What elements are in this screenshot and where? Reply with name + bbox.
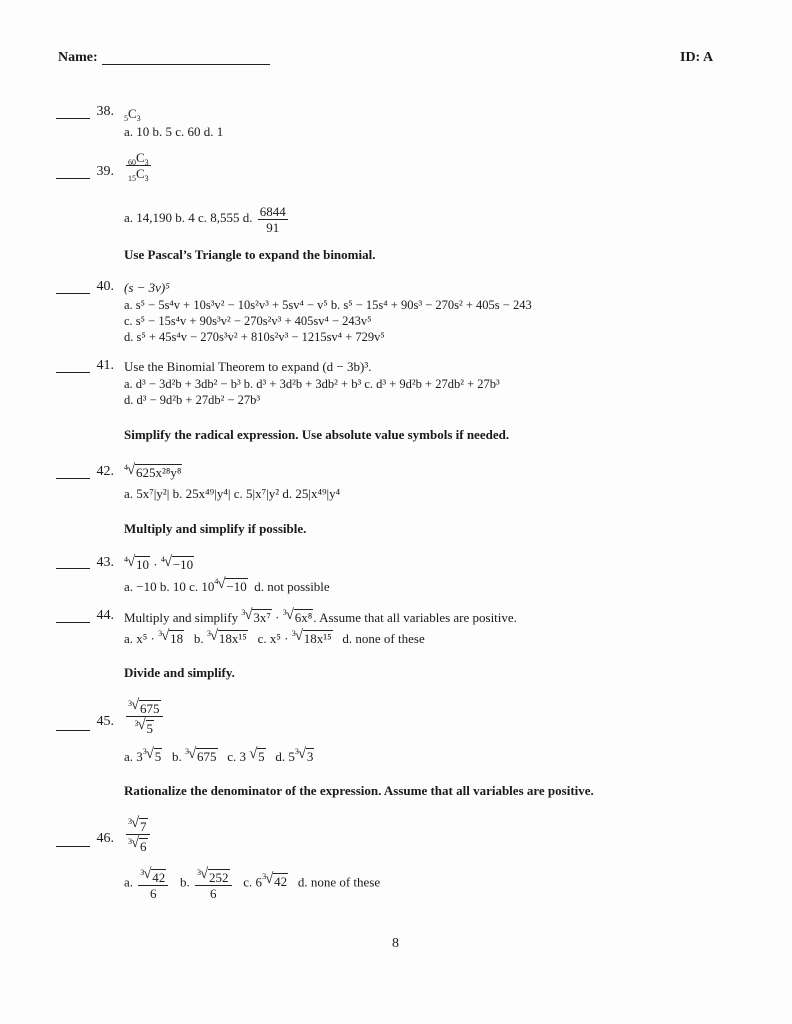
question-41-prompt: Use the Binomial Theorem to expand (d − 3b)³. (124, 359, 372, 374)
instruction-multiply: Multiply and simplify if possible. (124, 521, 307, 536)
question-40-prompt: (s − 3v)⁵ (124, 280, 170, 295)
instruction-radical: Simplify the radical expression. Use absolute value symbols if needed. (124, 427, 510, 442)
question-46-prompt: 3 √ 7 3 √ 6 (124, 815, 152, 854)
id-label: ID: A (680, 50, 714, 65)
question-40-option-ab: a. s⁵ − 5s⁴v + 10s³v² − 10s²v³ + 5sv⁴ − v⁵ b. s⁵ − 15s⁴ + 90s³ − 270s² + 405s − 243 (124, 298, 532, 312)
name-label: Name: (58, 50, 98, 65)
instruction-pascal: Use Pascal’s Triangle to expand the binomial. (124, 247, 376, 262)
question-number: 44. (96, 608, 114, 623)
question-45-options: a. 3 3 √ 5 b. 3 √ 675 c. 3 √ 5 d. 5 3 √ 3 (124, 746, 314, 764)
question-44-prompt: Multiply and simplify 3 √ 3x⁷ · 3 √ 6x⁸. Assume that all variables are positive. (124, 607, 517, 625)
question-40-option-d: d. s⁵ + 45s⁴v − 270s³v² + 810s²v³ − 1215sv⁴ + 729v⁵ (124, 330, 385, 344)
question-43-options: a. −10 b. 10 c. 10 4 √ −10 d. not possible (124, 576, 330, 594)
question-41-option-abc: a. d³ − 3d²b + 3db² − b³ b. d³ + 3d²b + 3db² + b³ c. d³ + 9d²b + 27db² + 27b³ (124, 377, 500, 391)
question-41-option-d: d. d³ − 9d²b + 27db² − 27b³ (124, 393, 261, 407)
page-number: 8 (392, 936, 399, 951)
question-38-options: a. 10 b. 5 c. 60 d. 1 (124, 124, 224, 139)
question-46-options: a. 3 √ 42 6 b. 3 √ 252 6 c. 6 3 √ 42 d. none of these (124, 866, 381, 901)
question-39-prompt: $\frac{_{60}C_3}{_{15}C_3}$ (128, 150, 149, 183)
instruction-rationalize: Rationalize the denominator of the expression. Assume that all variables are positive. (124, 783, 594, 798)
question-number: 41. (96, 358, 114, 373)
question-45-prompt: 3 √ 675 3 √ 5 (124, 697, 165, 736)
question-44-options: a. x⁵ · 3 √ 18 b. 3 √ 18x¹⁵ c. x⁵ · 3 √ 18x¹⁵ d. none of these (124, 628, 425, 646)
radical: 4 √ 625x²⁸y⁸ (124, 462, 182, 480)
question-43-prompt: 4 √ 10 · 4 √ −10 (124, 554, 194, 572)
question-40-option-c: c. s⁵ − 15s⁴v + 90s³v² − 270s²v³ + 405sv⁴ − 243v⁵ (124, 314, 372, 328)
question-number: 43. (96, 555, 114, 570)
question-number: 42. (96, 464, 114, 479)
name-field[interactable] (102, 64, 270, 65)
question-number: 39. (96, 164, 114, 179)
question-number: 46. (96, 831, 114, 846)
question-number: 40. (96, 279, 114, 294)
question-42-options: a. 5x⁷|y²| b. 25x⁴⁹|y⁴| c. 5|x⁷|y² d. 25|x⁴⁹|y⁴ (124, 486, 341, 501)
question-number: 45. (96, 714, 114, 729)
question-number: 38. (96, 104, 114, 119)
answer-blank-45[interactable] (56, 730, 90, 731)
question-38-prompt: $_5C_3$ (124, 106, 141, 123)
question-42-prompt (124, 464, 182, 481)
instruction-divide: Divide and simplify. (124, 665, 235, 680)
question-39-options: a. 14,190 b. 4 c. 8,555 d. $\frac{6844}{91}$ (124, 204, 286, 235)
